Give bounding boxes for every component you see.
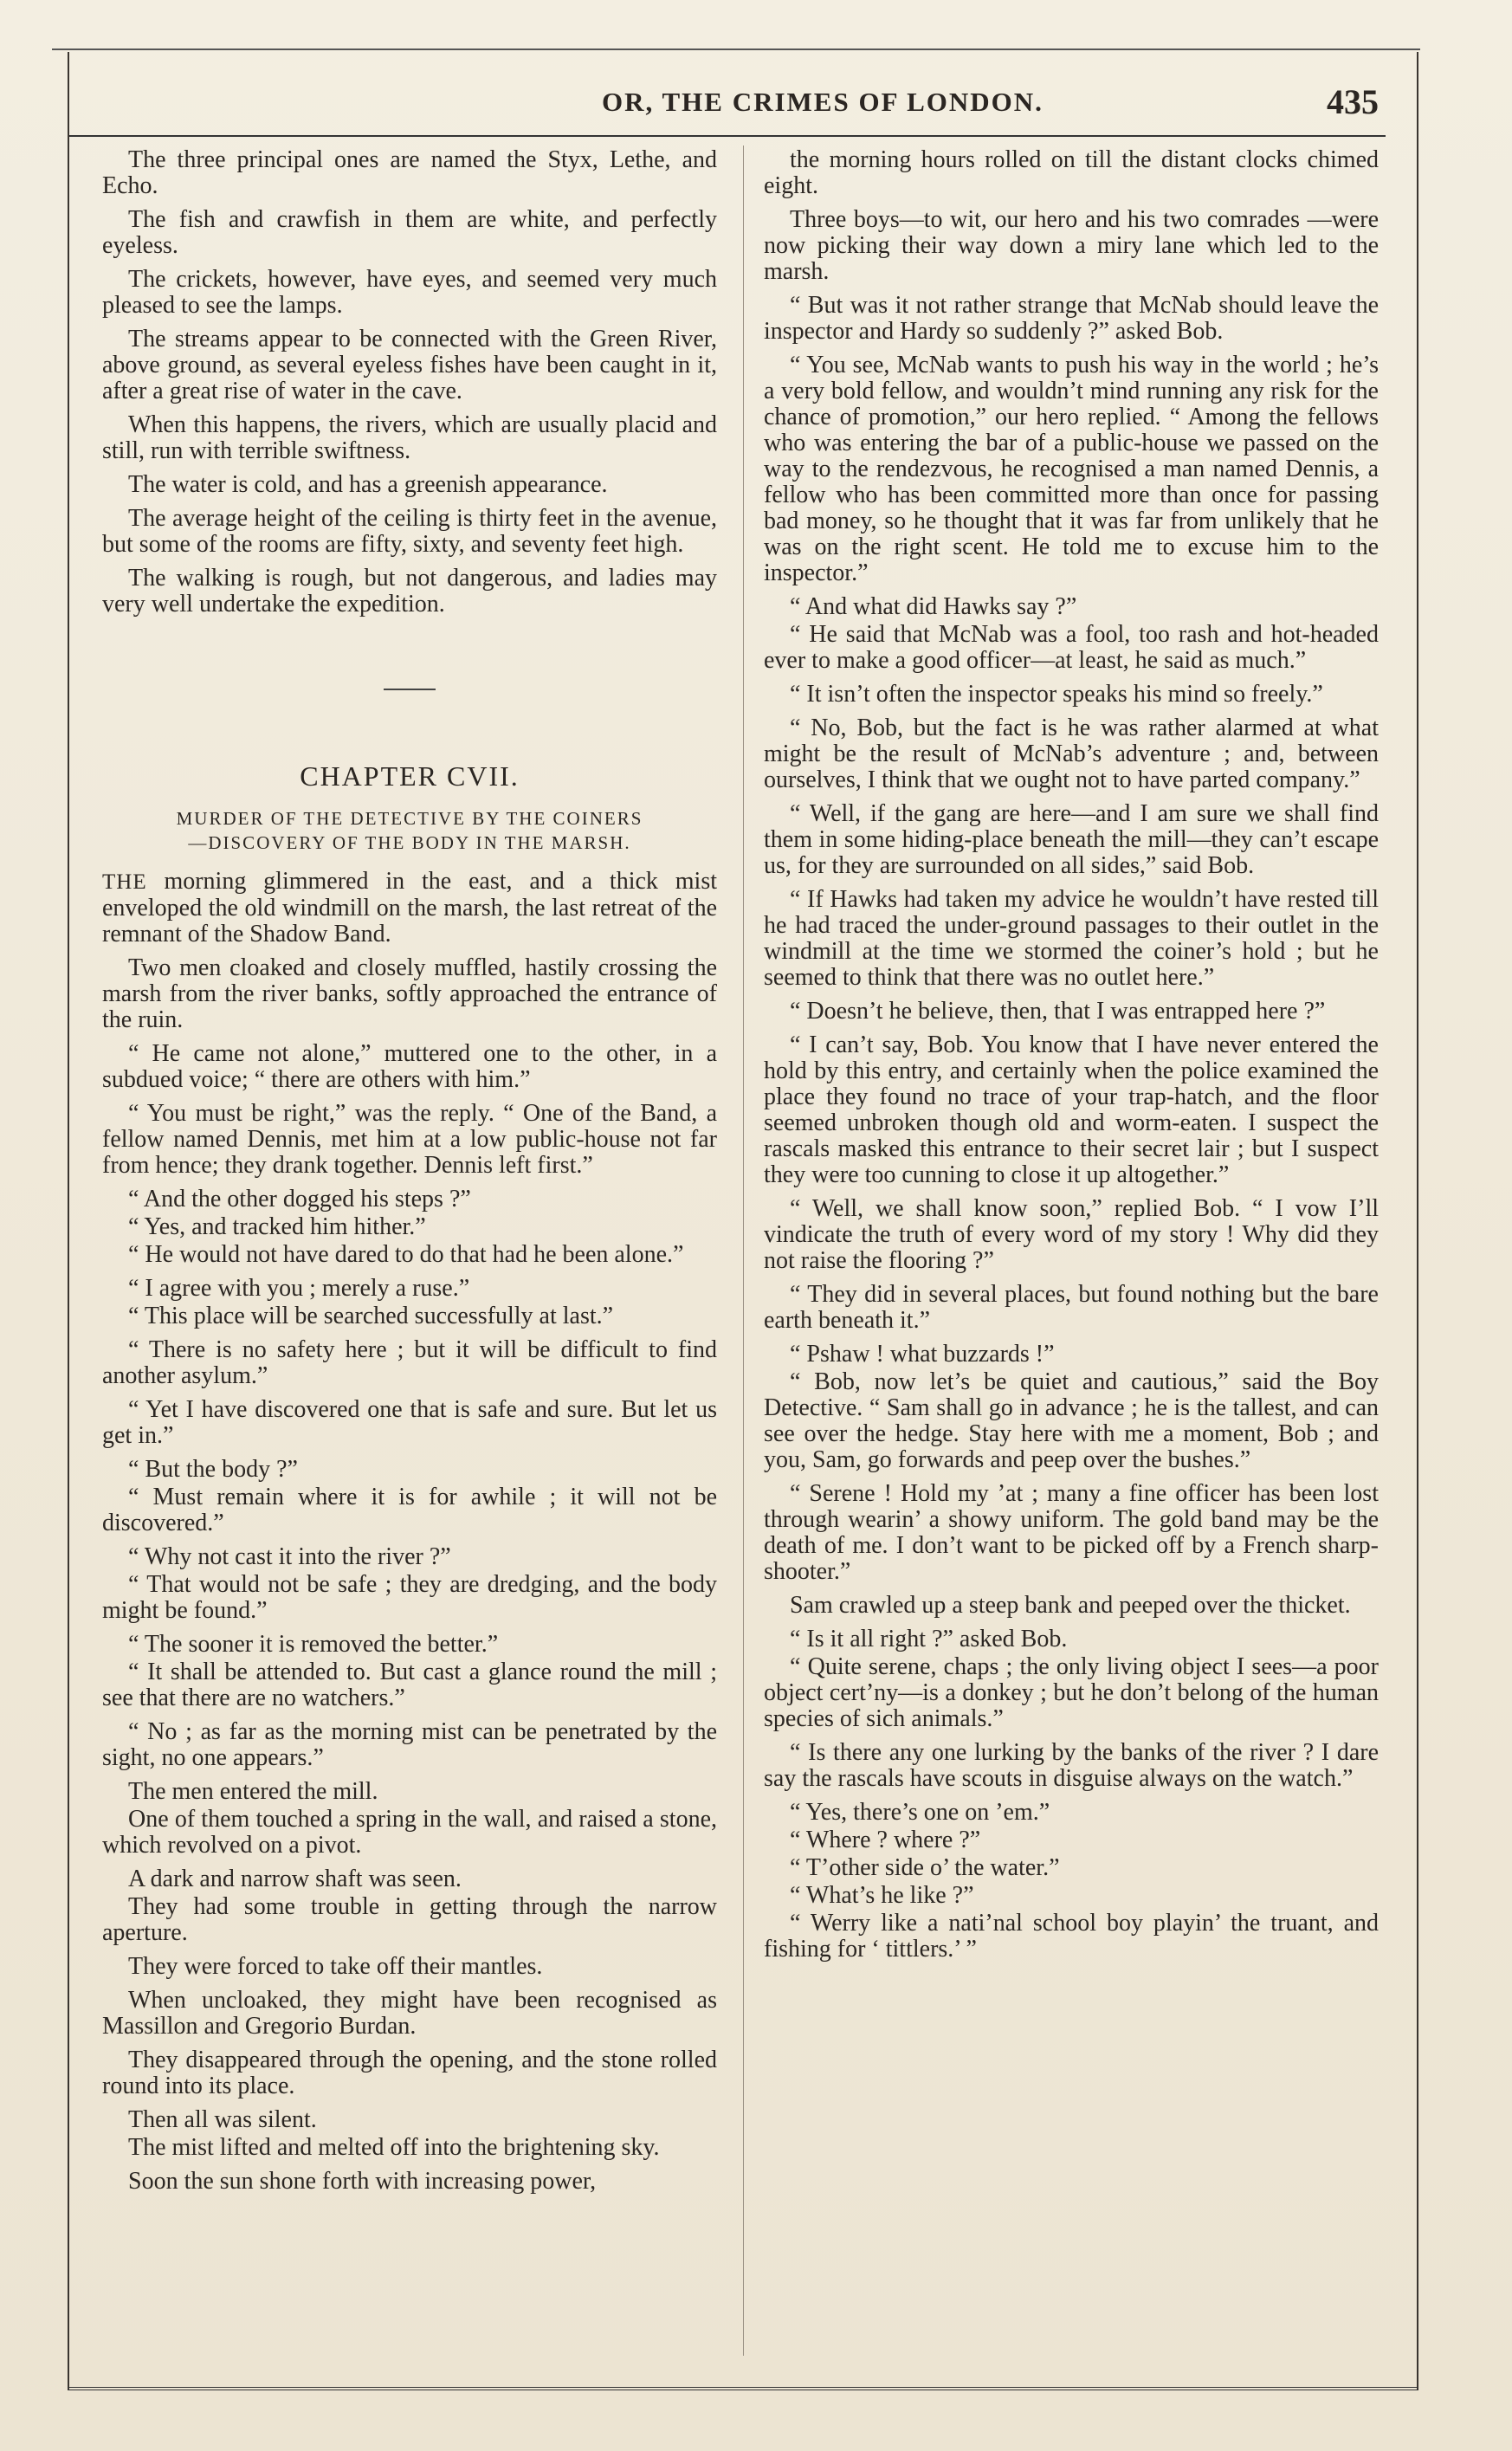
cave-description-section <box>102 147 717 618</box>
right-column <box>764 147 1379 1970</box>
paragraph: “ Quite serene, chaps ; the only living object I sees—a poor object cert’ny—is a donkey ; but he don’t belong of the human species of sich animals.” <box>764 1653 1379 1732</box>
paragraph: “ Bob, now let’s be quiet and cautious,” said the Boy Detective. “ Sam shall go in advance ; he is the tallest, and can see over the hedge. Stay here with me a moment, Bob ; and you, Sam, go forwards and peep over the bushes.” <box>764 1368 1379 1473</box>
column-divider <box>743 146 744 2356</box>
paragraph: the morning hours rolled on till the distant clocks chimed eight. <box>764 146 1379 199</box>
opening-text: morning glimmered in the east, and a thick mist enveloped the old windmill on the marsh, the last retreat of the remnant of the Shadow Band. <box>102 868 717 947</box>
paragraph: Soon the sun shone forth with increasing power, <box>128 2168 597 2195</box>
paragraph: “ Well, we shall know soon,” replied Bob. “ I vow I’ll vindicate the truth of every word of my story ! Why did they not raise the flooring ?” <box>764 1195 1379 1274</box>
paragraph: “ He came not alone,” muttered one to the other, in a subdued voice; “ there are others with him.” <box>102 1040 717 1093</box>
header-rule <box>69 135 1386 137</box>
paragraph: “ They did in several places, but found nothing but the bare earth beneath it.” <box>764 1281 1379 1334</box>
opening-word: THE <box>102 870 147 894</box>
paragraph: “ But the body ?” <box>128 1456 298 1483</box>
paragraph: “ Serene ! Hold my ’at ; many a fine officer has been lost through wearin’ a showy uniform. The gold band may be the death of me. I don’t want to be picked off by a French sharp-shooter.” <box>764 1480 1379 1585</box>
paragraph: “ It shall be attended to. But cast a glance round the mill ; see that there are no watchers.” <box>102 1659 717 1711</box>
paragraph: “ You see, McNab wants to push his way in the world ; he’s a very bold fellow, and wouldn’t mind running any risk for the chance of promotion,” our hero replied. “ Among the fellows who was entering the bar of a public-house we passed on the way to the rendezvous, he recognised a man named Dennis, a fellow who has been committed more than once for passing bad money, so he thought that it was far from unlikely that he was on the right scent. He told me to excuse him to the inspector.” <box>764 352 1379 586</box>
paragraph: “ Yet I have discovered one that is safe and sure. But let us get in.” <box>102 1396 717 1449</box>
page-header <box>69 82 1386 130</box>
paragraph: “ It isn’t often the inspector speaks his mind so freely.” <box>790 681 1323 708</box>
paragraph: “ Where ? where ?” <box>790 1827 981 1853</box>
paragraph: They were forced to take off their mantles. <box>128 1953 543 1980</box>
paragraph: “ Doesn’t he believe, then, that I was entrapped here ?” <box>790 998 1326 1025</box>
running-head: OR, THE CRIMES OF LONDON. <box>602 87 1044 117</box>
paragraph: “ Pshaw ! what buzzards !” <box>790 1341 1055 1368</box>
page-number: 435 <box>1327 82 1379 121</box>
paragraph: “ What’s he like ?” <box>790 1882 974 1909</box>
paragraph: “ No, Bob, but the fact is he was rather alarmed at what might be the result of McNab’s adventure ; and, between ourselves, I think that we ought not to have parted company.” <box>764 715 1379 793</box>
paragraph: “ Is it all right ?” asked Bob. <box>790 1626 1068 1652</box>
paragraph: The fish and crawfish in them are white, and perfectly eyeless. <box>102 206 717 259</box>
paragraph: “ Why not cast it into the river ?” <box>128 1543 451 1570</box>
paragraph: “ You must be right,” was the reply. “ One of the Band, a fellow named Dennis, met him at a low public-house not far from hence; they drank together. Dennis left first.” <box>102 1100 717 1179</box>
paragraph: When uncloaked, they might have been recognised as Massillon and Gregorio Burdan. <box>102 1987 717 2040</box>
paragraph: “ I agree with you ; merely a ruse.” <box>128 1275 470 1302</box>
bottom-rule <box>68 2387 1418 2393</box>
paragraph: A dark and narrow shaft was seen. <box>128 1866 462 1892</box>
paragraph: Three boys—to wit, our hero and his two comrades —were now picking their way down a miry lane which led to the marsh. <box>764 206 1379 285</box>
paragraph: The water is cold, and has a greenish appearance. <box>128 471 608 498</box>
paragraph: “ This place will be searched successfully at last.” <box>128 1303 614 1329</box>
paragraph: “ There is no safety here ; but it will be difficult to find another asylum.” <box>102 1336 717 1389</box>
paragraph: “ I can’t say, Bob. You know that I have never entered the hold by this entry, and certainly when the police examined the place they found no trace of your trap-hatch, and the floor seemed unbroken though old and worm-eaten. I suspect the rascals masked this entrance to their secret lair ; but I suspect they were too cunning to close it up altogether.” <box>764 1031 1379 1188</box>
paragraph: They had some trouble in getting through the narrow aperture. <box>102 1893 717 1946</box>
paragraph: “ The sooner it is removed the better.” <box>128 1631 499 1658</box>
paragraph: Sam crawled up a steep bank and peeped over the thicket. <box>790 1592 1351 1619</box>
paragraph: “ He said that McNab was a fool, too rash and hot-headed ever to make a good officer—at least, he said as much.” <box>764 621 1379 674</box>
paragraph: The walking is rough, but not dangerous, and ladies may very well undertake the expedition. <box>102 565 717 618</box>
left-column <box>102 147 717 2202</box>
paragraph: The average height of the ceiling is thirty feet in the avenue, but some of the rooms are fifty, sixty, and seventy feet high. <box>102 505 717 558</box>
paragraph: “ No ; as far as the morning mist can be penetrated by the sight, no one appears.” <box>102 1718 717 1771</box>
chapter-subtitle-line-2: —DISCOVERY OF THE BODY IN THE MARSH. <box>188 832 631 853</box>
paragraph: The streams appear to be connected with the Green River, above ground, as several eyeless fishes have been caught in it, after a great rise of water in the cave. <box>102 326 717 404</box>
paragraph: “ Well, if the gang are here—and I am sure we shall find them in some hiding-place beneath the mill—they can’t escape us, for they are surrounded on all sides,” said Bob. <box>764 800 1379 879</box>
paragraph: The men entered the mill. <box>128 1778 378 1805</box>
paragraph: “ That would not be safe ; they are dredging, and the body might be found.” <box>102 1571 717 1624</box>
chapter-subtitle <box>102 806 717 855</box>
paragraph: The three principal ones are named the Styx, Lethe, and Echo. <box>102 146 717 199</box>
paragraph: “ And the other dogged his steps ?” <box>128 1186 471 1213</box>
paragraph: “ T’other side o’ the water.” <box>790 1854 1060 1881</box>
paragraph: “ Yes, there’s one on ’em.” <box>790 1799 1050 1826</box>
paragraph: “ And what did Hawks say ?” <box>790 593 1077 620</box>
paragraph: They disappeared through the opening, and the stone rolled round into its place. <box>102 2047 717 2099</box>
chapter-subtitle-line-1: MURDER OF THE DETECTIVE BY THE COINERS <box>176 808 643 829</box>
paragraph: The crickets, however, have eyes, and seemed very much pleased to see the lamps. <box>102 266 717 319</box>
section-break-rule <box>384 689 436 690</box>
paragraph: “ Werry like a nati’nal school boy playin’ the truant, and fishing for ‘ tittlers.’ ” <box>764 1910 1379 1963</box>
paragraph: “ Is there any one lurking by the banks of the river ? I dare say the rascals have scouts in disguise always on the watch.” <box>764 1739 1379 1792</box>
chapter-opening-paragraph <box>102 869 717 947</box>
paragraph: “ But was it not rather strange that McNab should leave the inspector and Hardy so suddenly ?” asked Bob. <box>764 292 1379 345</box>
chapter-body-left <box>102 955 717 2195</box>
paragraph: One of them touched a spring in the wall, and raised a stone, which revolved on a pivot. <box>102 1806 717 1859</box>
paragraph: When this happens, the rivers, which are usually placid and still, run with terrible swiftness. <box>102 411 717 464</box>
chapter-title: CHAPTER CVII. <box>300 760 520 792</box>
top-rule <box>52 49 1420 50</box>
paragraph: “ Yes, and tracked him hither.” <box>128 1213 426 1240</box>
paragraph: “ He would not have dared to do that had he been alone.” <box>128 1241 684 1268</box>
paragraph: The mist lifted and melted off into the brightening sky. <box>128 2134 660 2161</box>
paragraph: “ Must remain where it is for awhile ; it will not be discovered.” <box>102 1484 717 1536</box>
paragraph: Two men cloaked and closely muffled, hastily crossing the marsh from the river banks, softly approached the entrance of the ruin. <box>102 954 717 1033</box>
paragraph: Then all was silent. <box>128 2106 317 2133</box>
paragraph: “ If Hawks had taken my advice he wouldn’t have rested till he had traced the under-ground passages to their outlet in the windmill at the time we stormed the coiner’s hold ; but he seemed to think that there was no outlet here.” <box>764 886 1379 991</box>
chapter-body-right <box>764 147 1379 1963</box>
